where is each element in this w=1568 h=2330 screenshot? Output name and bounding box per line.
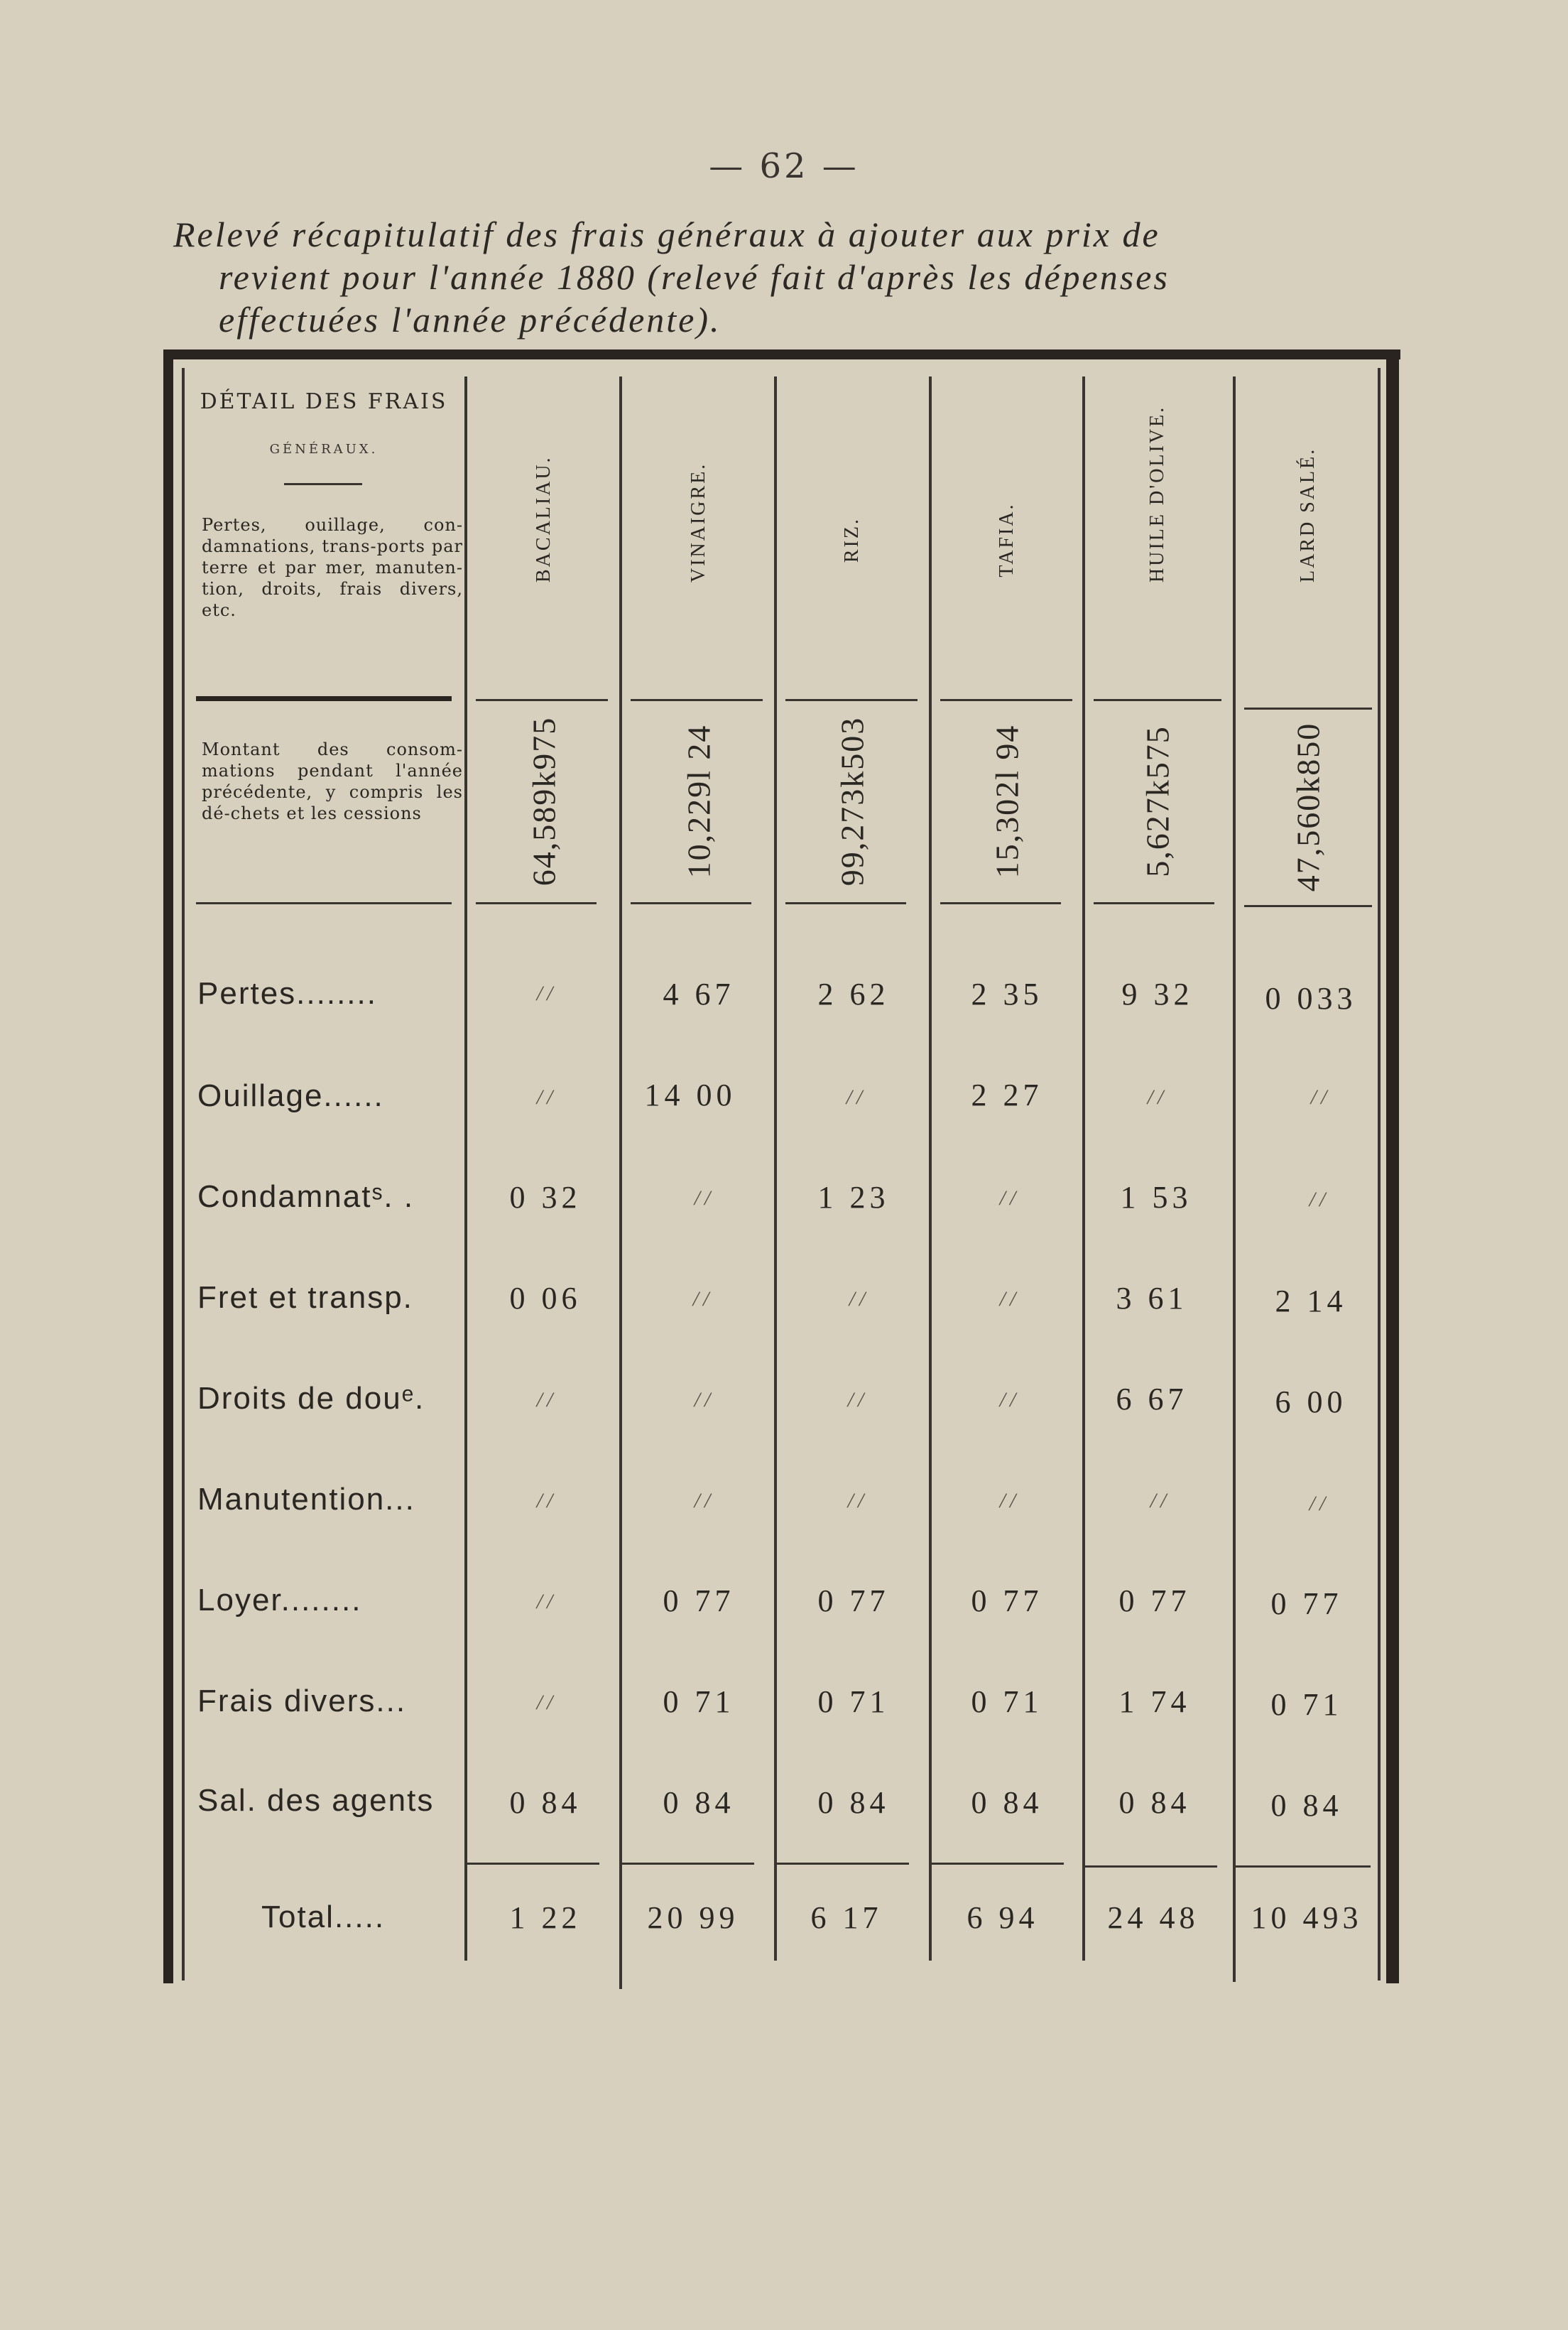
row-label-droits: Droits de douᵉ. (197, 1381, 425, 1416)
montant-value: 15,302l 94 (989, 724, 1025, 879)
table-heading (173, 213, 1416, 341)
row-label-fret: Fret et transp. (197, 1280, 413, 1315)
table-cell: 6 67 (1116, 1382, 1188, 1416)
table-cell: // (694, 1186, 715, 1210)
table-cell: 0 84 (817, 1785, 890, 1820)
table-cell: 0 71 (971, 1684, 1043, 1719)
table-cell: 1 23 (817, 1180, 890, 1215)
table-cell: 0 32 (509, 1180, 582, 1215)
table-cell: 0 71 (663, 1684, 735, 1719)
total-rule (932, 1863, 1064, 1865)
detail-header-title: DÉTAIL DES FRAIS (200, 389, 448, 414)
montant-label: Montant des consom-mations pendant l'année précédente, y compris les dé-chets et les cessions (202, 739, 463, 823)
total-cell: 24 48 (1107, 1900, 1199, 1935)
table-cell: // (846, 1085, 867, 1109)
header-rule (476, 699, 608, 701)
table-cell: // (849, 1287, 870, 1311)
table-cell: 1 74 (1118, 1684, 1191, 1719)
table-cell: 6 00 (1275, 1385, 1347, 1419)
column-header-lard-sale: LARD SALÉ. (1297, 447, 1319, 582)
column-divider (929, 376, 932, 1961)
column-divider (464, 376, 467, 1961)
montant-value: 47,560k850 (1290, 722, 1327, 892)
page-number: — 62 — (709, 146, 859, 186)
header-rule (785, 699, 918, 701)
total-rule (1236, 1865, 1371, 1868)
table-cell: 0 84 (1270, 1788, 1343, 1823)
column-divider (1233, 376, 1236, 1982)
table-frame-inner-left (182, 368, 185, 1980)
row-label-manutention: Manutention... (197, 1482, 415, 1517)
total-cell: 6 94 (967, 1900, 1039, 1935)
montant-rule (940, 902, 1061, 904)
table-cell: // (999, 1388, 1020, 1411)
montant-rule (1094, 902, 1214, 904)
montant-value: 10,229l 24 (680, 724, 717, 879)
table-frame-inner-right (1378, 368, 1381, 1980)
column-header-tafia: TAFIA. (996, 502, 1018, 578)
table-cell: // (847, 1489, 869, 1512)
table-cell: 2 27 (971, 1078, 1043, 1112)
table-cell: // (999, 1186, 1020, 1210)
column-divider (774, 376, 777, 1961)
table-cell: 3 61 (1116, 1281, 1188, 1316)
table-cell: // (536, 1590, 557, 1613)
table-cell: 4 67 (663, 977, 735, 1012)
montant-rule (196, 902, 452, 904)
table-cell: 2 14 (1275, 1284, 1347, 1318)
total-cell: 10 493 (1251, 1900, 1363, 1935)
montant-value: 99,273k503 (834, 716, 871, 887)
column-header-riz: RIZ. (841, 516, 863, 563)
column-header-vinaigre: VINAIGRE. (687, 462, 709, 582)
row-label-salaires: Sal. des agents (197, 1783, 435, 1818)
header-rule (196, 696, 452, 701)
table-cell: 0 033 (1265, 981, 1357, 1016)
table-cell: // (1150, 1489, 1171, 1512)
header-rule (1094, 699, 1221, 701)
table-cell: 0 71 (817, 1684, 890, 1719)
table-cell: 0 84 (1118, 1785, 1191, 1820)
table-cell: // (536, 1085, 557, 1109)
table-frame-top (173, 350, 1400, 359)
table-cell: // (536, 982, 557, 1005)
table-cell: // (1309, 1188, 1330, 1211)
heading-line-1: Relevé récapitulatif des frais généraux à ajouter aux prix de (173, 215, 1160, 254)
table-cell: // (694, 1388, 715, 1411)
table-cell: // (1310, 1085, 1332, 1109)
table-cell: // (999, 1287, 1020, 1311)
table-cell: 14 00 (644, 1078, 736, 1112)
table-cell: 0 77 (817, 1583, 890, 1618)
total-cell: 20 99 (647, 1900, 739, 1935)
montant-rule (785, 902, 906, 904)
table-cell: 2 62 (817, 977, 890, 1012)
table-cell: 2 35 (971, 977, 1043, 1012)
table-cell: 1 53 (1120, 1180, 1192, 1215)
header-rule (631, 699, 763, 701)
table-cell: // (847, 1388, 869, 1411)
table-cell: 0 71 (1270, 1687, 1343, 1722)
table-cell: 0 77 (971, 1583, 1043, 1618)
detail-header-rule (284, 483, 362, 485)
montant-rule (476, 902, 597, 904)
montant-rule (1244, 905, 1372, 907)
table-cell: // (999, 1489, 1020, 1512)
row-label-frais-divers: Frais divers... (197, 1684, 407, 1718)
heading-line-2: revient pour l'année 1880 (relevé fait d'après les dépenses (219, 257, 1170, 297)
row-label-ouillage: Ouillage...... (197, 1078, 384, 1113)
detail-header-description: Pertes, ouillage, con-damnations, trans-ports par terre et par mer, manuten-tion, droits, frais divers, etc. (202, 515, 463, 620)
table-cell: 0 84 (663, 1785, 735, 1820)
table-cell: 9 32 (1121, 977, 1194, 1012)
table-cell: 0 06 (509, 1281, 582, 1316)
table-frame-left (163, 350, 173, 1983)
row-label-pertes: Pertes........ (197, 976, 377, 1011)
detail-header-subtitle: GÉNÉRAUX. (269, 442, 379, 457)
table-cell: // (536, 1691, 557, 1714)
table-cell: 0 77 (1118, 1583, 1191, 1618)
table-cell: // (1309, 1492, 1330, 1515)
row-label-condamnations: Condamnatˢ. . (197, 1179, 415, 1214)
total-rule (467, 1863, 599, 1865)
montant-value: 64,589k975 (526, 716, 562, 887)
row-label-loyer: Loyer........ (197, 1583, 362, 1618)
table-cell: 0 77 (663, 1583, 735, 1618)
montant-rule (631, 902, 751, 904)
total-rule (1085, 1865, 1217, 1868)
header-rule (940, 699, 1072, 701)
table-cell: // (1147, 1085, 1168, 1109)
table-cell: // (694, 1489, 715, 1512)
table-cell: 0 77 (1270, 1586, 1343, 1621)
total-cell: 1 22 (509, 1900, 582, 1935)
table-frame-right (1386, 350, 1399, 1983)
column-divider (1082, 376, 1085, 1961)
total-rule (622, 1863, 754, 1865)
table-cell: // (692, 1287, 714, 1311)
table-cell: 0 84 (971, 1785, 1043, 1820)
total-rule (777, 1863, 909, 1865)
table-cell: // (536, 1388, 557, 1411)
total-cell: 6 17 (810, 1900, 883, 1935)
montant-value: 5,627k575 (1139, 725, 1176, 877)
column-header-bacaliau: BACALIAU. (533, 455, 555, 582)
heading-line-3: effectuées l'année précédente). (219, 300, 722, 340)
table-cell: // (536, 1489, 557, 1512)
column-divider (619, 376, 622, 1989)
table-cell: 0 84 (509, 1785, 582, 1820)
row-label-total: Total..... (261, 1900, 386, 1934)
column-header-huile-d-olive: HUILE D'OLIVE. (1146, 405, 1168, 582)
header-rule (1244, 708, 1372, 710)
